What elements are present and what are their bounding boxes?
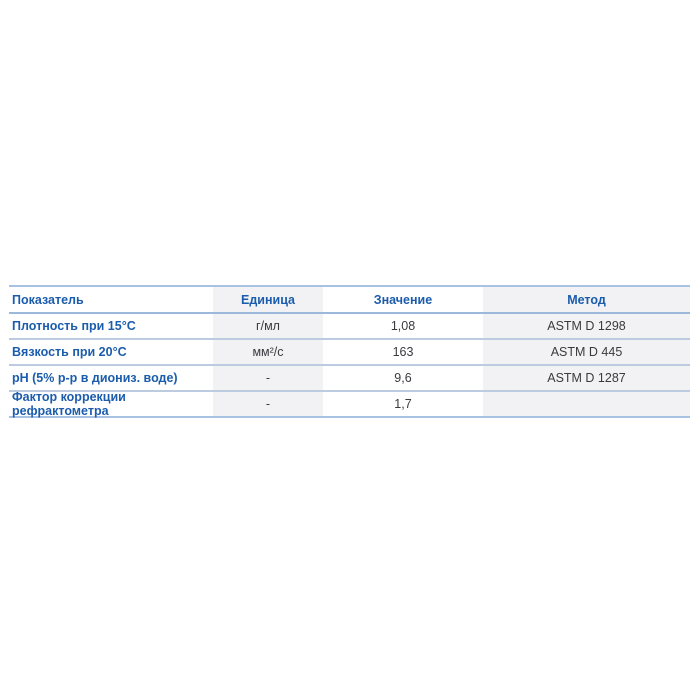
table-row-viscosity <box>9 340 690 366</box>
table-row-refractometer-factor <box>9 392 690 416</box>
value-cell: 163 <box>392 345 414 359</box>
method-cell: ASTM D 1287 <box>483 366 690 390</box>
header-method: Метод <box>483 287 690 312</box>
value-cell: 9,6 <box>394 371 412 385</box>
properties-table <box>9 285 690 418</box>
indicator-cell: Фактор коррекции рефрактометра <box>12 390 126 418</box>
header-value: Значение <box>373 292 433 307</box>
table-header-row <box>9 287 690 314</box>
indicator-cell: Плотность при 15°C <box>12 319 136 333</box>
unit-cell: - <box>213 392 323 416</box>
header-indicator: Показатель <box>12 292 84 307</box>
unit-cell: мм²/с <box>213 340 323 364</box>
indicator-cell: pH (5% р-р в диониз. воде) <box>12 371 178 385</box>
unit-cell: - <box>213 366 323 390</box>
method-cell: ASTM D 1298 <box>483 314 690 338</box>
value-cell: 1,08 <box>390 319 416 333</box>
table-row-density <box>9 314 690 340</box>
value-cell: 1,7 <box>394 397 412 411</box>
header-unit: Единица <box>213 287 323 312</box>
method-cell: ASTM D 445 <box>483 340 690 364</box>
indicator-cell: Вязкость при 20°C <box>12 345 127 359</box>
unit-cell: г/мл <box>213 314 323 338</box>
table-row-ph <box>9 366 690 392</box>
method-cell <box>483 392 690 416</box>
